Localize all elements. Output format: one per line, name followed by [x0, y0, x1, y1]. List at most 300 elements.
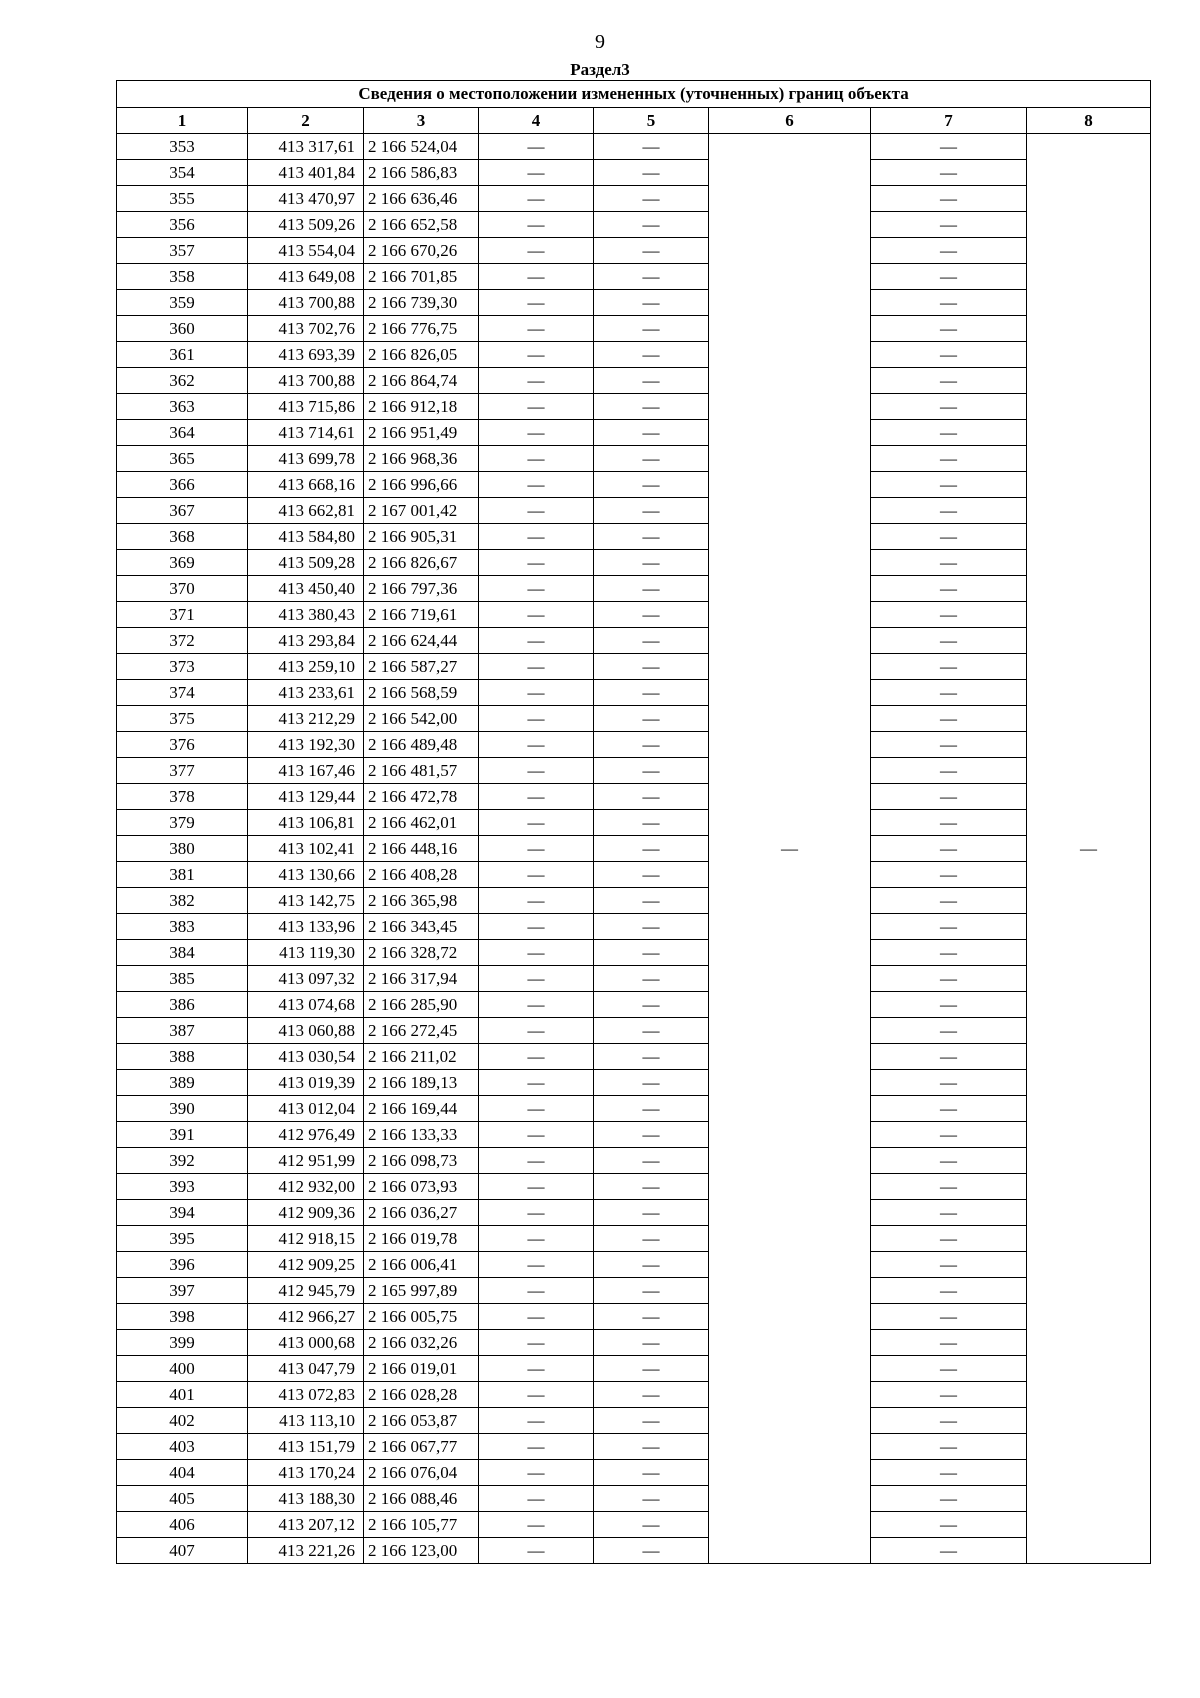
- col5-dash-cell: —: [594, 1174, 709, 1200]
- col5-dash-cell: —: [594, 810, 709, 836]
- col4-dash-cell: —: [479, 134, 594, 160]
- col5-dash-cell: —: [594, 628, 709, 654]
- x-coordinate-cell: 413 170,24: [248, 1460, 364, 1486]
- col5-dash-cell: —: [594, 1408, 709, 1434]
- col7-dash-cell: —: [871, 212, 1027, 238]
- col5-dash-cell: —: [594, 420, 709, 446]
- col4-dash-cell: —: [479, 368, 594, 394]
- y-coordinate-cell: 2 166 028,28: [364, 1382, 479, 1408]
- col7-dash-cell: —: [871, 238, 1027, 264]
- point-number-cell: 399: [117, 1330, 248, 1356]
- point-number-cell: 369: [117, 550, 248, 576]
- y-coordinate-cell: 2 166 864,74: [364, 368, 479, 394]
- point-number-cell: 385: [117, 966, 248, 992]
- y-coordinate-cell: 2 166 272,45: [364, 1018, 479, 1044]
- table-row: [117, 186, 1151, 212]
- col5-dash-cell: —: [594, 706, 709, 732]
- col5-dash-cell: —: [594, 654, 709, 680]
- y-coordinate-cell: 2 166 076,04: [364, 1460, 479, 1486]
- col4-dash-cell: —: [479, 1304, 594, 1330]
- y-coordinate-cell: 2 166 019,01: [364, 1356, 479, 1382]
- col5-dash-cell: —: [594, 914, 709, 940]
- table-row: [117, 472, 1151, 498]
- y-coordinate-cell: 2 166 211,02: [364, 1044, 479, 1070]
- table-body: [117, 134, 1151, 1564]
- point-number-cell: 372: [117, 628, 248, 654]
- point-number-cell: 362: [117, 368, 248, 394]
- x-coordinate-cell: 413 130,66: [248, 862, 364, 888]
- col4-dash-cell: —: [479, 238, 594, 264]
- col7-dash-cell: —: [871, 446, 1027, 472]
- y-coordinate-cell: 2 166 701,85: [364, 264, 479, 290]
- point-number-cell: 355: [117, 186, 248, 212]
- col8-merged-cell: —: [1027, 134, 1151, 1564]
- column-header: 7: [871, 108, 1027, 134]
- col5-dash-cell: —: [594, 1018, 709, 1044]
- x-coordinate-cell: 413 097,32: [248, 966, 364, 992]
- point-number-cell: 356: [117, 212, 248, 238]
- col4-dash-cell: —: [479, 862, 594, 888]
- table-row: [117, 914, 1151, 940]
- col4-dash-cell: —: [479, 550, 594, 576]
- table-row: [117, 732, 1151, 758]
- col4-dash-cell: —: [479, 1070, 594, 1096]
- col4-dash-cell: —: [479, 420, 594, 446]
- column-header: 5: [594, 108, 709, 134]
- point-number-cell: 376: [117, 732, 248, 758]
- point-number-cell: 387: [117, 1018, 248, 1044]
- col7-dash-cell: —: [871, 1226, 1027, 1252]
- table-row: [117, 966, 1151, 992]
- x-coordinate-cell: 413 662,81: [248, 498, 364, 524]
- col5-dash-cell: —: [594, 1486, 709, 1512]
- col4-dash-cell: —: [479, 1408, 594, 1434]
- col4-dash-cell: —: [479, 1018, 594, 1044]
- x-coordinate-cell: 413 129,44: [248, 784, 364, 810]
- y-coordinate-cell: 2 166 088,46: [364, 1486, 479, 1512]
- col4-dash-cell: —: [479, 264, 594, 290]
- point-number-cell: 364: [117, 420, 248, 446]
- col4-dash-cell: —: [479, 342, 594, 368]
- point-number-cell: 407: [117, 1538, 248, 1564]
- col4-dash-cell: —: [479, 186, 594, 212]
- y-coordinate-cell: 2 166 719,61: [364, 602, 479, 628]
- y-coordinate-cell: 2 166 586,83: [364, 160, 479, 186]
- x-coordinate-cell: 412 951,99: [248, 1148, 364, 1174]
- x-coordinate-cell: 412 909,25: [248, 1252, 364, 1278]
- point-number-cell: 405: [117, 1486, 248, 1512]
- col5-dash-cell: —: [594, 160, 709, 186]
- x-coordinate-cell: 413 151,79: [248, 1434, 364, 1460]
- point-number-cell: 384: [117, 940, 248, 966]
- x-coordinate-cell: 413 509,28: [248, 550, 364, 576]
- y-coordinate-cell: 2 166 365,98: [364, 888, 479, 914]
- x-coordinate-cell: 413 401,84: [248, 160, 364, 186]
- col7-dash-cell: —: [871, 758, 1027, 784]
- x-coordinate-cell: 413 693,39: [248, 342, 364, 368]
- table-row: [117, 420, 1151, 446]
- x-coordinate-cell: 413 702,76: [248, 316, 364, 342]
- y-coordinate-cell: 2 166 912,18: [364, 394, 479, 420]
- col5-dash-cell: —: [594, 1356, 709, 1382]
- col7-dash-cell: —: [871, 680, 1027, 706]
- point-number-cell: 380: [117, 836, 248, 862]
- col4-dash-cell: —: [479, 888, 594, 914]
- x-coordinate-cell: 413 699,78: [248, 446, 364, 472]
- y-coordinate-cell: 2 166 133,33: [364, 1122, 479, 1148]
- col7-dash-cell: —: [871, 1148, 1027, 1174]
- y-coordinate-cell: 2 166 005,75: [364, 1304, 479, 1330]
- column-header: 2: [248, 108, 364, 134]
- col7-dash-cell: —: [871, 628, 1027, 654]
- y-coordinate-cell: 2 166 481,57: [364, 758, 479, 784]
- table-row: [117, 1070, 1151, 1096]
- x-coordinate-cell: 413 584,80: [248, 524, 364, 550]
- col7-dash-cell: —: [871, 836, 1027, 862]
- col5-dash-cell: —: [594, 1044, 709, 1070]
- column-header: 3: [364, 108, 479, 134]
- col7-dash-cell: —: [871, 576, 1027, 602]
- col7-dash-cell: —: [871, 1070, 1027, 1096]
- col5-dash-cell: —: [594, 446, 709, 472]
- point-number-cell: 390: [117, 1096, 248, 1122]
- col7-dash-cell: —: [871, 1408, 1027, 1434]
- table-row: [117, 134, 1151, 160]
- col7-dash-cell: —: [871, 1460, 1027, 1486]
- col5-dash-cell: —: [594, 1226, 709, 1252]
- col4-dash-cell: —: [479, 1122, 594, 1148]
- col7-dash-cell: —: [871, 732, 1027, 758]
- col7-dash-cell: —: [871, 784, 1027, 810]
- y-coordinate-cell: 2 166 006,41: [364, 1252, 479, 1278]
- col4-dash-cell: —: [479, 1460, 594, 1486]
- col7-dash-cell: —: [871, 160, 1027, 186]
- y-coordinate-cell: 2 166 489,48: [364, 732, 479, 758]
- point-number-cell: 359: [117, 290, 248, 316]
- col4-dash-cell: —: [479, 1434, 594, 1460]
- col7-dash-cell: —: [871, 1538, 1027, 1564]
- col4-dash-cell: —: [479, 1330, 594, 1356]
- col7-dash-cell: —: [871, 888, 1027, 914]
- col5-dash-cell: —: [594, 862, 709, 888]
- x-coordinate-cell: 413 030,54: [248, 1044, 364, 1070]
- x-coordinate-cell: 413 012,04: [248, 1096, 364, 1122]
- y-coordinate-cell: 2 166 169,44: [364, 1096, 479, 1122]
- col4-dash-cell: —: [479, 472, 594, 498]
- y-coordinate-cell: 2 166 067,77: [364, 1434, 479, 1460]
- col4-dash-cell: —: [479, 836, 594, 862]
- x-coordinate-cell: 413 207,12: [248, 1512, 364, 1538]
- point-number-cell: 358: [117, 264, 248, 290]
- col5-dash-cell: —: [594, 264, 709, 290]
- col5-dash-cell: —: [594, 940, 709, 966]
- col4-dash-cell: —: [479, 914, 594, 940]
- point-number-cell: 365: [117, 446, 248, 472]
- y-coordinate-cell: 2 166 776,75: [364, 316, 479, 342]
- table-row: [117, 1226, 1151, 1252]
- y-coordinate-cell: 2 166 587,27: [364, 654, 479, 680]
- y-coordinate-cell: 2 166 053,87: [364, 1408, 479, 1434]
- table-row: [117, 810, 1151, 836]
- x-coordinate-cell: 413 212,29: [248, 706, 364, 732]
- col4-dash-cell: —: [479, 524, 594, 550]
- y-coordinate-cell: 2 166 105,77: [364, 1512, 479, 1538]
- x-coordinate-cell: 413 192,30: [248, 732, 364, 758]
- table-row: [117, 550, 1151, 576]
- y-coordinate-cell: 2 166 343,45: [364, 914, 479, 940]
- y-coordinate-cell: 2 166 448,16: [364, 836, 479, 862]
- point-number-cell: 401: [117, 1382, 248, 1408]
- table-row: [117, 1382, 1151, 1408]
- table-row: [117, 888, 1151, 914]
- x-coordinate-cell: 412 976,49: [248, 1122, 364, 1148]
- y-coordinate-cell: 2 166 826,05: [364, 342, 479, 368]
- point-number-cell: 360: [117, 316, 248, 342]
- col4-dash-cell: —: [479, 290, 594, 316]
- y-coordinate-cell: 2 166 098,73: [364, 1148, 479, 1174]
- y-coordinate-cell: 2 166 073,93: [364, 1174, 479, 1200]
- col4-dash-cell: —: [479, 602, 594, 628]
- col4-dash-cell: —: [479, 1226, 594, 1252]
- col5-dash-cell: —: [594, 550, 709, 576]
- y-coordinate-cell: 2 166 524,04: [364, 134, 479, 160]
- col5-dash-cell: —: [594, 1538, 709, 1564]
- col7-dash-cell: —: [871, 1434, 1027, 1460]
- col7-dash-cell: —: [871, 368, 1027, 394]
- col4-dash-cell: —: [479, 1044, 594, 1070]
- x-coordinate-cell: 413 700,88: [248, 290, 364, 316]
- column-header-row: [117, 108, 1151, 134]
- table-row: [117, 212, 1151, 238]
- col4-dash-cell: —: [479, 1278, 594, 1304]
- col7-dash-cell: —: [871, 186, 1027, 212]
- col4-dash-cell: —: [479, 1356, 594, 1382]
- col7-dash-cell: —: [871, 706, 1027, 732]
- col7-dash-cell: —: [871, 342, 1027, 368]
- col4-dash-cell: —: [479, 992, 594, 1018]
- col7-dash-cell: —: [871, 394, 1027, 420]
- table-row: [117, 160, 1151, 186]
- col7-dash-cell: —: [871, 654, 1027, 680]
- col5-dash-cell: —: [594, 1460, 709, 1486]
- x-coordinate-cell: 413 554,04: [248, 238, 364, 264]
- col5-dash-cell: —: [594, 186, 709, 212]
- x-coordinate-cell: 412 945,79: [248, 1278, 364, 1304]
- table-row: [117, 1434, 1151, 1460]
- point-number-cell: 398: [117, 1304, 248, 1330]
- col5-dash-cell: —: [594, 524, 709, 550]
- x-coordinate-cell: 413 509,26: [248, 212, 364, 238]
- col4-dash-cell: —: [479, 1200, 594, 1226]
- table-row: [117, 498, 1151, 524]
- y-coordinate-cell: 2 166 996,66: [364, 472, 479, 498]
- point-number-cell: 353: [117, 134, 248, 160]
- col4-dash-cell: —: [479, 1148, 594, 1174]
- table-row: [117, 576, 1151, 602]
- y-coordinate-cell: 2 166 036,27: [364, 1200, 479, 1226]
- y-coordinate-cell: 2 166 317,94: [364, 966, 479, 992]
- point-number-cell: 368: [117, 524, 248, 550]
- x-coordinate-cell: 412 918,15: [248, 1226, 364, 1252]
- col4-dash-cell: —: [479, 940, 594, 966]
- x-coordinate-cell: 413 188,30: [248, 1486, 364, 1512]
- col5-dash-cell: —: [594, 1512, 709, 1538]
- point-number-cell: 377: [117, 758, 248, 784]
- table-row: [117, 1486, 1151, 1512]
- col7-dash-cell: —: [871, 1486, 1027, 1512]
- point-number-cell: 395: [117, 1226, 248, 1252]
- y-coordinate-cell: 2 167 001,42: [364, 498, 479, 524]
- col5-dash-cell: —: [594, 238, 709, 264]
- x-coordinate-cell: 413 715,86: [248, 394, 364, 420]
- x-coordinate-cell: 413 113,10: [248, 1408, 364, 1434]
- table-row: [117, 264, 1151, 290]
- col7-dash-cell: —: [871, 1096, 1027, 1122]
- col5-dash-cell: —: [594, 1304, 709, 1330]
- table-row: [117, 1330, 1151, 1356]
- point-number-cell: 375: [117, 706, 248, 732]
- col5-dash-cell: —: [594, 290, 709, 316]
- col5-dash-cell: —: [594, 316, 709, 342]
- table-row: [117, 238, 1151, 264]
- x-coordinate-cell: 413 106,81: [248, 810, 364, 836]
- col6-merged-cell: —: [709, 134, 871, 1564]
- point-number-cell: 366: [117, 472, 248, 498]
- point-number-cell: 391: [117, 1122, 248, 1148]
- col5-dash-cell: —: [594, 1096, 709, 1122]
- table-row: [117, 680, 1151, 706]
- col7-dash-cell: —: [871, 550, 1027, 576]
- col5-dash-cell: —: [594, 966, 709, 992]
- col5-dash-cell: —: [594, 680, 709, 706]
- table-row: [117, 758, 1151, 784]
- table-row: [117, 602, 1151, 628]
- point-number-cell: 394: [117, 1200, 248, 1226]
- x-coordinate-cell: 413 221,26: [248, 1538, 364, 1564]
- col4-dash-cell: —: [479, 680, 594, 706]
- col7-dash-cell: —: [871, 134, 1027, 160]
- y-coordinate-cell: 2 166 951,49: [364, 420, 479, 446]
- col7-dash-cell: —: [871, 914, 1027, 940]
- col7-dash-cell: —: [871, 1018, 1027, 1044]
- point-number-cell: 388: [117, 1044, 248, 1070]
- point-number-cell: 378: [117, 784, 248, 810]
- y-coordinate-cell: 2 166 408,28: [364, 862, 479, 888]
- col5-dash-cell: —: [594, 602, 709, 628]
- x-coordinate-cell: 413 167,46: [248, 758, 364, 784]
- col7-dash-cell: —: [871, 1200, 1027, 1226]
- col5-dash-cell: —: [594, 1122, 709, 1148]
- col4-dash-cell: —: [479, 1538, 594, 1564]
- col4-dash-cell: —: [479, 446, 594, 472]
- col5-dash-cell: —: [594, 784, 709, 810]
- section-title: Раздел3: [570, 60, 630, 79]
- x-coordinate-cell: 412 966,27: [248, 1304, 364, 1330]
- y-coordinate-cell: 2 166 568,59: [364, 680, 479, 706]
- y-coordinate-cell: 2 166 462,01: [364, 810, 479, 836]
- col7-dash-cell: —: [871, 1382, 1027, 1408]
- y-coordinate-cell: 2 166 019,78: [364, 1226, 479, 1252]
- y-coordinate-cell: 2 166 652,58: [364, 212, 479, 238]
- x-coordinate-cell: 413 317,61: [248, 134, 364, 160]
- x-coordinate-cell: 413 133,96: [248, 914, 364, 940]
- point-number-cell: 386: [117, 992, 248, 1018]
- point-number-cell: 389: [117, 1070, 248, 1096]
- col5-dash-cell: —: [594, 836, 709, 862]
- table-row: [117, 1278, 1151, 1304]
- point-number-cell: 367: [117, 498, 248, 524]
- point-number-cell: 371: [117, 602, 248, 628]
- y-coordinate-cell: 2 166 905,31: [364, 524, 479, 550]
- table-row: [117, 992, 1151, 1018]
- point-number-cell: 400: [117, 1356, 248, 1382]
- col5-dash-cell: —: [594, 134, 709, 160]
- col5-dash-cell: —: [594, 992, 709, 1018]
- y-coordinate-cell: 2 166 670,26: [364, 238, 479, 264]
- col7-dash-cell: —: [871, 1330, 1027, 1356]
- col5-dash-cell: —: [594, 1252, 709, 1278]
- point-number-cell: 383: [117, 914, 248, 940]
- point-number-cell: 354: [117, 160, 248, 186]
- col7-dash-cell: —: [871, 966, 1027, 992]
- table-row: [117, 524, 1151, 550]
- point-number-cell: 363: [117, 394, 248, 420]
- col4-dash-cell: —: [479, 316, 594, 342]
- table-row: [117, 368, 1151, 394]
- col4-dash-cell: —: [479, 654, 594, 680]
- table-caption: Сведения о местоположении измененных (уточненных) границ объекта: [117, 81, 1151, 108]
- table-row: [117, 1096, 1151, 1122]
- table-row: [117, 1408, 1151, 1434]
- col7-dash-cell: —: [871, 992, 1027, 1018]
- col7-dash-cell: —: [871, 524, 1027, 550]
- col7-dash-cell: —: [871, 1122, 1027, 1148]
- col4-dash-cell: —: [479, 810, 594, 836]
- table-row: [117, 862, 1151, 888]
- col4-dash-cell: —: [479, 394, 594, 420]
- x-coordinate-cell: 412 909,36: [248, 1200, 364, 1226]
- col4-dash-cell: —: [479, 1512, 594, 1538]
- point-number-cell: 406: [117, 1512, 248, 1538]
- col7-dash-cell: —: [871, 1174, 1027, 1200]
- col5-dash-cell: —: [594, 472, 709, 498]
- table-row: [117, 784, 1151, 810]
- col7-dash-cell: —: [871, 1044, 1027, 1070]
- x-coordinate-cell: 413 072,83: [248, 1382, 364, 1408]
- col4-dash-cell: —: [479, 758, 594, 784]
- point-number-cell: 361: [117, 342, 248, 368]
- x-coordinate-cell: 413 074,68: [248, 992, 364, 1018]
- x-coordinate-cell: 413 380,43: [248, 602, 364, 628]
- y-coordinate-cell: 2 166 328,72: [364, 940, 479, 966]
- y-coordinate-cell: 2 166 123,00: [364, 1538, 479, 1564]
- col7-dash-cell: —: [871, 316, 1027, 342]
- y-coordinate-cell: 2 166 968,36: [364, 446, 479, 472]
- column-header: 4: [479, 108, 594, 134]
- point-number-cell: 370: [117, 576, 248, 602]
- table-row: [117, 1122, 1151, 1148]
- y-coordinate-cell: 2 166 826,67: [364, 550, 479, 576]
- table-row: [117, 1018, 1151, 1044]
- table-row: [117, 1512, 1151, 1538]
- point-number-cell: 396: [117, 1252, 248, 1278]
- col5-dash-cell: —: [594, 1200, 709, 1226]
- table-row: [117, 290, 1151, 316]
- col5-dash-cell: —: [594, 394, 709, 420]
- col5-dash-cell: —: [594, 732, 709, 758]
- col4-dash-cell: —: [479, 628, 594, 654]
- y-coordinate-cell: 2 166 739,30: [364, 290, 479, 316]
